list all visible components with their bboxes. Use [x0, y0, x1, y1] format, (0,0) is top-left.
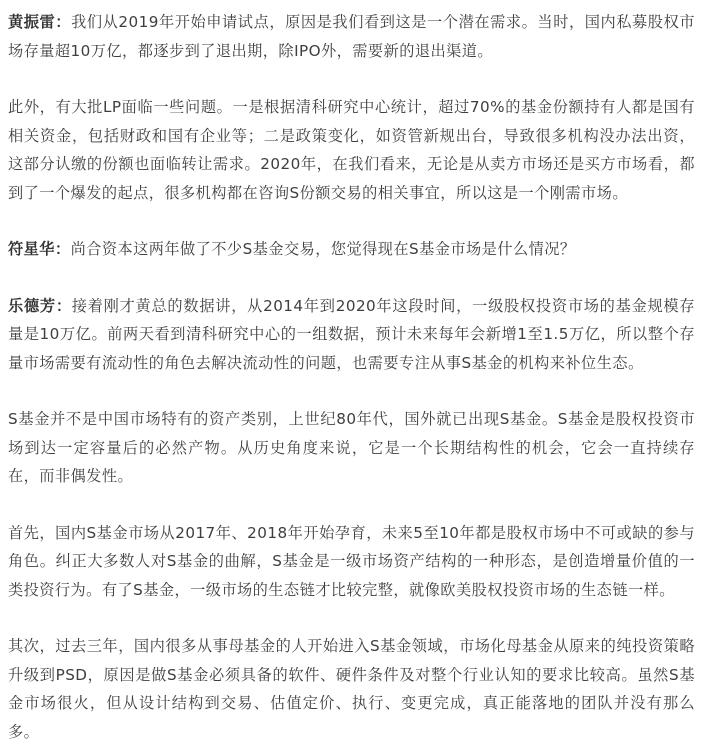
paragraph-3: [8, 235, 695, 264]
speaker-name: 黄振雷：: [8, 13, 72, 31]
paragraph-text: 首先，国内S基金市场从2017年、2018年开始孕育，未来5至10年都是股权市场中不可或缺的参与角色。纠正大多数人对S基金的曲解，S基金是一级市场资产结构的一种形态，是创造增量价值的一类投资行为。有了S基金，一级市场的生态链才比较完整，就像欧美股权投资市场的生态链一样。: [8, 523, 695, 599]
paragraph-text: 我们从2019年开始申请试点，原因是我们看到这是一个潜在需求。当时，国内私募股权市场存量超10万亿，都逐步到了退出期，除IPO外，需要新的退出渠道。: [8, 13, 695, 60]
paragraph-2: [8, 93, 695, 207]
paragraph-text: 接着刚才黄总的数据讲，从2014年到2020年这段时间，一级股权投资市场的基金规模存量是10万亿。前两天看到清科研究中心的一组数据，预计未来每年会新增1至1.5万亿，所以整个存量市场需要有流动性的角色去解决流动性的问题，也需要专注从事S基金的机构来补位生态。: [8, 296, 696, 372]
paragraph-text: S基金并不是中国市场特有的资产类别，上世纪80年代，国外就已出现S基金。S基金是股权投资市场到达一定容量后的必然产物。从历史角度来说，它是一个长期结构性的机会，它会一直持续存在，而非偶发性。: [8, 410, 695, 485]
speaker-name: 符星华：: [8, 240, 71, 258]
paragraph-text: 尚合资本这两年做了不少S基金交易，您觉得现在S基金市场是什么情况？: [70, 240, 576, 258]
paragraph-text: 此外，有大批LP面临一些问题。一是根据清科研究中心统计，超过70%的基金份额持有人都是国有相关资金，包括财政和国有企业等；二是政策变化，如资管新规出台，导致很多机构没办法出资，这部分认缴的份额也面临转让需求。2020年，在我们看来，无论是从卖方市场还是买方市场看，都到了一个爆发的起点，很多机构都在咨询S份额交易的相关事宜，所以这是一个刚需市场。: [8, 98, 695, 202]
paragraph-7: [8, 632, 695, 746]
paragraph-text: 其次，过去三年，国内很多从事母基金的人开始进入S基金领域，市场化母基金从原来的纯投资策略升级到PSD，原因是做S基金必须具备的软件、硬件条件及对整个行业认知的要求比较高。虽然S基金市场很火，但从设计结构到交易、估值定价、执行、变更完成，真正能落地的团队并没有那么多。: [8, 637, 695, 741]
paragraph-5: [8, 405, 695, 491]
paragraph-4: [8, 292, 695, 378]
paragraph-6: [8, 519, 695, 605]
paragraph-1: [8, 8, 695, 65]
speaker-name: 乐德芳：: [8, 296, 72, 315]
